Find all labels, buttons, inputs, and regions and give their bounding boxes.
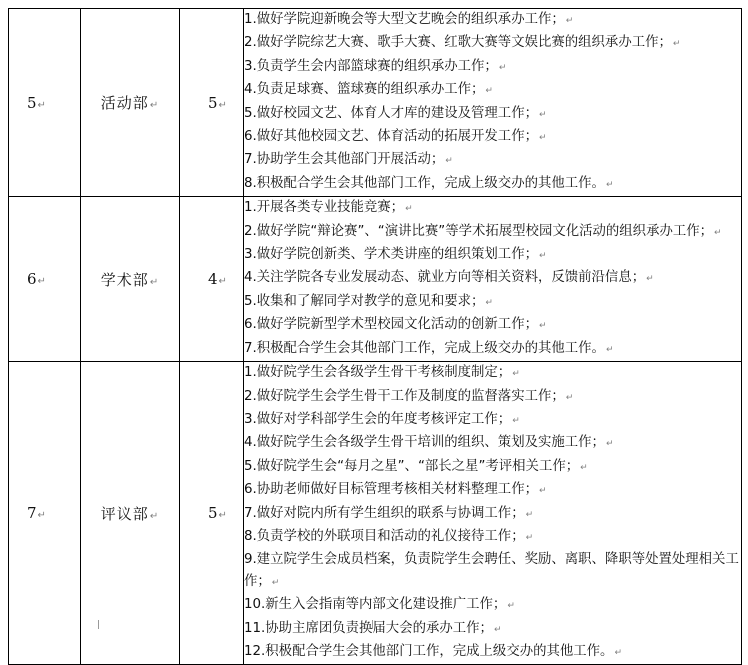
duty-text: 1.做好院学生会各级学生骨干考核制度制定；	[244, 365, 512, 381]
paragraph-mark: ↵	[538, 133, 547, 144]
duty-table	[8, 8, 742, 665]
duty-item	[244, 503, 741, 526]
duty-item	[244, 103, 741, 126]
paragraph-mark: ↵	[538, 109, 547, 120]
margin-corner-mark	[372, 620, 374, 629]
paragraph-mark: ↵	[218, 99, 227, 111]
row-index-cell	[9, 362, 81, 665]
paragraph-mark: ↵	[605, 344, 614, 355]
paragraph-mark: ↵	[445, 156, 453, 167]
duty-item	[244, 9, 741, 32]
duty-text: 5.做好校园文艺、体育人才库的建设及管理工作；	[244, 105, 538, 121]
paragraph-mark: ↵	[485, 297, 493, 308]
duty-text: 11.协助主席团负责换届大会的承办工作；	[244, 620, 493, 636]
member-count-cell	[180, 9, 244, 197]
member-count-cell	[180, 362, 244, 665]
paragraph-mark: ↵	[507, 601, 515, 612]
duty-item	[244, 409, 741, 432]
department-name-cell	[81, 197, 180, 362]
paragraph-mark: ↵	[37, 276, 46, 288]
duty-item	[244, 338, 741, 361]
duties-cell	[244, 362, 742, 665]
department-row	[9, 362, 742, 665]
row-index: 5	[27, 93, 37, 112]
duty-item	[244, 479, 741, 502]
paragraph-mark: ↵	[538, 251, 547, 262]
duty-text: 1.做好学院迎新晚会等大型文艺晚会的组织承办工作；	[244, 12, 565, 27]
duty-item	[244, 291, 741, 314]
duty-text: 10.新生入会指南等内部文化建设推广工作；	[244, 597, 507, 613]
paragraph-mark: ↵	[485, 86, 493, 97]
duty-text: 6.协助老师做好目标管理考核相关材料整理工作；	[244, 482, 538, 498]
paragraph-mark: ↵	[37, 99, 46, 111]
duty-item	[244, 456, 741, 479]
paragraph-mark: ↵	[565, 16, 574, 26]
duty-table-body	[9, 9, 742, 665]
duty-text: 1.开展各类专业技能竞赛；	[244, 200, 405, 216]
duty-item	[244, 526, 741, 549]
row-index-cell	[9, 197, 81, 362]
department-row	[9, 197, 742, 362]
margin-corner-mark	[98, 620, 100, 629]
row-index-cell	[9, 9, 81, 197]
duty-text: 7.积极配合学生会其他部门工作，完成上级交办的其他工作。	[244, 340, 605, 356]
paragraph-mark: ↵	[218, 276, 227, 288]
duty-item	[244, 267, 741, 290]
duty-text: 4.负责足球赛、篮球赛的组织承办工作；	[244, 82, 485, 98]
row-index: 6	[27, 270, 37, 289]
paragraph-mark: ↵	[271, 577, 280, 588]
duty-text: 2.做好院学生会学生骨干工作及制度的监督落实工作；	[244, 388, 565, 404]
duty-text: 3.负责学生会内部篮球赛的组织承办工作；	[244, 58, 498, 74]
duty-item	[244, 221, 741, 244]
duty-item	[244, 56, 741, 79]
paragraph-mark: ↵	[512, 415, 520, 426]
duty-item	[244, 618, 741, 641]
paragraph-mark: ↵	[605, 179, 614, 190]
department-name-cell	[81, 9, 180, 197]
member-count: 4	[208, 270, 218, 289]
duty-text: 8.积极配合学生会其他部门工作，完成上级交办的其他工作。	[244, 175, 605, 191]
duty-item	[244, 126, 741, 149]
duty-item	[244, 362, 741, 385]
duty-item	[244, 197, 741, 220]
duty-item	[244, 549, 741, 594]
paragraph-mark: ↵	[512, 369, 520, 380]
paragraph-mark: ↵	[580, 462, 588, 473]
department-name: 学术部	[100, 270, 149, 289]
paragraph-mark: ↵	[714, 227, 722, 238]
duty-text: 4.做好院学生会各级学生骨干培训的组织、策划及实施工作；	[244, 435, 605, 451]
duty-item	[244, 173, 741, 196]
duty-text: 9.建立院学生会成员档案，负责院学生会聘任、奖励、离职、降职等处置处理相关工作；	[244, 552, 739, 589]
duty-text: 12.积极配合学生会其他部门工作，完成上级交办的其他工作。	[244, 643, 614, 659]
duty-text: 4.关注学院各专业发展动态、就业方向等相关资料，反馈前沿信息；	[244, 270, 646, 286]
duty-item	[244, 79, 741, 102]
duty-item	[244, 149, 741, 172]
paragraph-mark: ↵	[405, 204, 413, 215]
paragraph-mark: ↵	[149, 100, 160, 112]
member-count: 5	[208, 504, 218, 523]
duty-text: 7.协助学生会其他部门开展活动；	[244, 152, 445, 168]
paragraph-mark: ↵	[646, 274, 654, 285]
duty-text: 3.做好学院创新类、学术类讲座的组织策划工作；	[244, 247, 538, 263]
duties-cell	[244, 9, 742, 197]
duty-item	[244, 32, 741, 55]
department-name: 活动部	[100, 94, 149, 113]
department-name: 评议部	[100, 504, 149, 523]
paragraph-mark: ↵	[37, 510, 46, 522]
duty-item	[244, 314, 741, 337]
paragraph-mark: ↵	[149, 510, 160, 522]
duty-text: 2.做好学院综艺大赛、歌手大赛、红歌大赛等文娱比赛的组织承办工作；	[244, 35, 672, 51]
paragraph-mark: ↵	[538, 321, 547, 332]
duty-text: 8.负责学校的外联项目和活动的礼仪接待工作；	[244, 528, 525, 544]
duty-text: 6.做好其他校园文艺、体育活动的拓展开发工作；	[244, 129, 538, 145]
paragraph-mark: ↵	[149, 276, 160, 288]
duty-item	[244, 386, 741, 409]
duty-item	[244, 594, 741, 617]
paragraph-mark: ↵	[493, 624, 502, 635]
department-name-cell	[81, 362, 180, 665]
member-count: 5	[208, 93, 218, 112]
paragraph-mark: ↵	[605, 439, 614, 450]
duty-item	[244, 244, 741, 267]
department-row	[9, 9, 742, 197]
duty-item	[244, 641, 741, 664]
paragraph-mark: ↵	[525, 532, 534, 543]
duty-text: 7.做好对院内所有学生组织的联系与协调工作；	[244, 505, 525, 521]
paragraph-mark: ↵	[525, 509, 534, 520]
paragraph-mark: ↵	[614, 647, 622, 658]
duty-item	[244, 432, 741, 455]
paragraph-mark: ↵	[218, 510, 227, 522]
paragraph-mark: ↵	[672, 39, 681, 50]
duty-text: 6.做好学院新型学术型校园文化活动的创新工作；	[244, 317, 538, 333]
row-index: 7	[27, 504, 37, 523]
duty-text: 5.做好院学生会“每月之星”、“部长之星”考评相关工作；	[244, 458, 580, 474]
paragraph-mark: ↵	[565, 392, 574, 403]
duty-text: 5.收集和了解同学对教学的意见和要求；	[244, 293, 485, 309]
paragraph-mark: ↵	[498, 62, 507, 73]
member-count-cell	[180, 197, 244, 362]
paragraph-mark: ↵	[538, 486, 547, 497]
duty-text: 2.做好学院“辩论赛”、“演讲比赛”等学术拓展型校园文化活动的组织承办工作；	[244, 223, 714, 239]
duty-text: 3.做好对学科部学生会的年度考核评定工作；	[244, 411, 512, 427]
duties-cell	[244, 197, 742, 362]
